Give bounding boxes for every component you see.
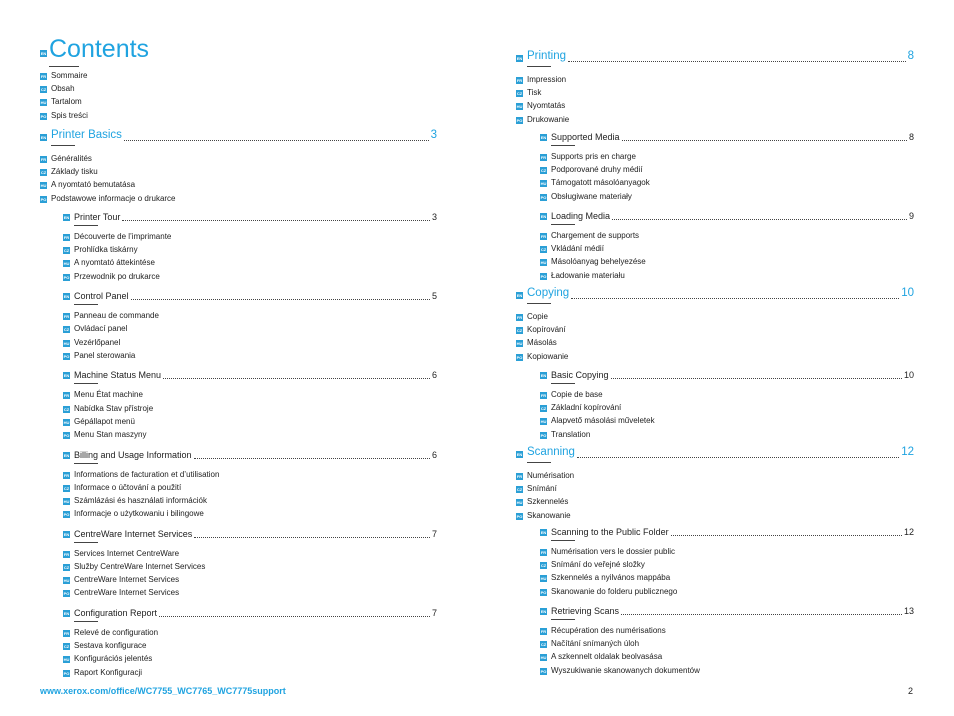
- section-underline: [527, 462, 551, 463]
- translation-line: Wyszukiwanie skanowanych dokumentów: [551, 665, 700, 675]
- translation-line: Vkládání médií: [551, 244, 604, 254]
- translation-line: Relevé de configuration: [74, 628, 159, 637]
- language-flag-icon: HU: [540, 181, 547, 187]
- language-flag-icon: HU: [40, 183, 47, 189]
- subsection-underline: [74, 304, 98, 305]
- translation-line: Základní kopírování: [551, 403, 622, 413]
- language-flag-icon: FR: [40, 157, 47, 162]
- translation-line: Alapvető másolási műveletek: [551, 416, 655, 426]
- subsection-heading-link[interactable]: Scanning to the Public Folder: [551, 527, 669, 537]
- section-heading-link[interactable]: Printer Basics: [51, 129, 122, 141]
- subsection-heading-link[interactable]: Retrieving Scans: [551, 606, 620, 616]
- language-flag-icon: EN: [40, 135, 47, 140]
- translation-line: Przewodnik po drukarce: [74, 271, 160, 281]
- language-flag-icon: FR: [540, 393, 547, 398]
- language-flag-icon: EN: [40, 51, 47, 56]
- section-page-number: 3: [430, 129, 437, 141]
- language-flag-icon: CZ: [516, 487, 523, 493]
- translation-line: Copie de base: [551, 390, 603, 399]
- translation-line: Chargement de supports: [551, 231, 640, 240]
- subsection-heading-link[interactable]: Loading Media: [551, 211, 611, 221]
- section-heading-link[interactable]: Copying: [527, 287, 570, 299]
- language-flag-icon: EN: [63, 452, 70, 458]
- translation-line: Szkennelés: [527, 497, 569, 507]
- language-flag-icon: EN: [540, 135, 547, 140]
- translation-line: Szkennelés a nyilvános mappába: [551, 573, 671, 583]
- subsection-page-number: 5: [431, 291, 437, 302]
- subsection-page-number: 6: [431, 449, 437, 460]
- subsection-underline: [551, 224, 575, 225]
- translation-line: Informations de facturation et d’utilisation: [74, 469, 220, 479]
- language-flag-icon: FR: [63, 393, 70, 399]
- language-flag-icon: CZ: [540, 406, 547, 412]
- translation-line: Découverte de l’imprimante: [74, 232, 172, 241]
- subsection-heading-link[interactable]: Supported Media: [551, 132, 620, 142]
- language-flag-icon: CZ: [40, 87, 47, 93]
- translation-line: Drukowanie: [527, 114, 570, 124]
- subsection-page-number: 7: [431, 528, 437, 539]
- translation-line: Načítání snímaných úloh: [551, 639, 640, 649]
- section-leader-dots: [124, 140, 429, 141]
- translation-line: Récupération des numérisations: [551, 626, 666, 635]
- translation-line: A nyomtató áttekintése: [74, 258, 155, 268]
- section-leader-dots: [577, 457, 899, 458]
- language-flag-icon: HU: [63, 578, 70, 584]
- translation-line: Tartalom: [51, 97, 82, 107]
- language-flag-icon: PO: [540, 432, 547, 438]
- language-flag-icon: FR: [63, 631, 70, 636]
- language-flag-icon: FR: [40, 74, 47, 79]
- language-flag-icon: PO: [63, 433, 70, 438]
- language-flag-icon: EN: [63, 215, 70, 220]
- language-flag-icon: HU: [516, 104, 523, 110]
- translation-line: Informacje o użytkowaniu i bilingowe: [74, 509, 204, 519]
- translation-line: Menu État machine: [74, 390, 143, 400]
- translation-line: Podstawowe informacje o drukarce: [51, 193, 176, 203]
- section-leader-dots: [568, 61, 906, 62]
- language-flag-icon: CZ: [63, 248, 70, 254]
- language-flag-icon: EN: [516, 56, 523, 61]
- language-flag-icon: PO: [63, 670, 70, 676]
- language-flag-icon: CZ: [63, 485, 70, 491]
- section-page-number: 12: [901, 446, 914, 458]
- subsection-heading-link[interactable]: Control Panel: [74, 291, 129, 302]
- subsection-leader-dots: [611, 378, 902, 379]
- translation-line: Panneau de commande: [74, 311, 159, 321]
- subsection-underline: [551, 383, 575, 384]
- translation-line: Numérisation: [527, 471, 575, 480]
- translation-line: CentreWare Internet Services: [74, 588, 180, 598]
- translation-line: Généralités: [51, 154, 92, 163]
- language-flag-icon: CZ: [63, 644, 70, 650]
- language-flag-icon: PO: [63, 274, 70, 280]
- language-flag-icon: HU: [63, 261, 70, 267]
- translation-line: Kopírování: [527, 325, 566, 335]
- subsection-page-number: 3: [431, 212, 437, 222]
- translation-line: Services Internet CentreWare: [74, 548, 180, 558]
- language-flag-icon: CZ: [516, 328, 523, 334]
- language-flag-icon: HU: [63, 657, 70, 663]
- language-flag-icon: HU: [516, 341, 523, 347]
- language-flag-icon: EN: [540, 373, 547, 378]
- subsection-leader-dots: [671, 535, 902, 536]
- translation-line: Kopiowanie: [527, 351, 569, 361]
- subsection-heading-link[interactable]: CentreWare Internet Services: [74, 528, 193, 539]
- language-flag-icon: FR: [63, 314, 70, 320]
- subsection-underline: [74, 225, 98, 226]
- translation-line: Obsługiwane materiały: [551, 191, 632, 201]
- subsection-underline: [74, 621, 98, 622]
- translation-line: Panel sterowania: [74, 350, 136, 360]
- language-flag-icon: FR: [540, 550, 547, 555]
- subsection-page-number: 6: [431, 370, 437, 381]
- subsection-leader-dots: [131, 299, 430, 300]
- language-flag-icon: PO: [540, 589, 547, 595]
- page-number: 2: [908, 686, 914, 696]
- translation-line: Služby CentreWare Internet Services: [74, 562, 206, 571]
- language-flag-icon: CZ: [540, 563, 547, 569]
- subsection-leader-dots: [159, 616, 430, 617]
- language-flag-icon: CZ: [516, 91, 523, 97]
- language-flag-icon: HU: [40, 100, 47, 106]
- language-flag-icon: PO: [516, 117, 523, 123]
- translation-line: Snímání: [527, 484, 557, 494]
- language-flag-icon: HU: [540, 260, 547, 266]
- language-flag-icon: HU: [63, 419, 70, 425]
- section-heading-link[interactable]: Scanning: [527, 446, 575, 458]
- translation-line: Prohlídka tiskárny: [74, 245, 138, 255]
- language-flag-icon: CZ: [40, 170, 47, 176]
- translation-line: Supports pris en charge: [551, 152, 636, 161]
- translation-line: Nabídka Stav přístroje: [74, 403, 154, 413]
- translation-line: Translation: [551, 429, 591, 439]
- language-flag-icon: CZ: [63, 327, 70, 333]
- language-flag-icon: PO: [516, 354, 523, 360]
- section-page-number: 8: [907, 50, 914, 62]
- page-title: Contents: [49, 35, 150, 63]
- translation-line: Sestava konfigurace: [74, 641, 147, 651]
- language-flag-icon: HU: [63, 340, 70, 346]
- translation-line: Informace o účtování a použití: [74, 482, 182, 492]
- language-flag-icon: PO: [63, 591, 70, 597]
- language-flag-icon: EN: [540, 214, 547, 219]
- translation-line: Obsah: [51, 84, 75, 94]
- translation-line: Támogatott másolóanyagok: [551, 178, 650, 188]
- subsection-leader-dots: [612, 219, 907, 220]
- language-flag-icon: FR: [63, 235, 70, 240]
- language-flag-icon: FR: [540, 234, 547, 239]
- language-flag-icon: PO: [540, 668, 547, 674]
- subsection-leader-dots: [621, 614, 902, 615]
- section-underline: [527, 303, 551, 304]
- language-flag-icon: FR: [540, 629, 547, 634]
- translation-line: Vezérlőpanel: [74, 337, 121, 347]
- language-flag-icon: PO: [63, 512, 70, 518]
- translation-line: Numérisation vers le dossier public: [551, 547, 676, 556]
- translation-line: Sommaire: [51, 71, 88, 80]
- subsection-underline: [551, 145, 575, 146]
- support-url-link[interactable]: www.xerox.com/office/WC7755_WC7765_WC7775support: [40, 686, 286, 696]
- language-flag-icon: PO: [540, 194, 547, 200]
- section-leader-dots: [571, 298, 899, 299]
- language-flag-icon: FR: [516, 78, 523, 83]
- translation-line: Copie: [527, 312, 548, 321]
- translation-line: Snímání do veřejné složky: [551, 560, 645, 570]
- translation-line: Tisk: [527, 88, 542, 98]
- language-flag-icon: EN: [540, 609, 547, 614]
- language-flag-icon: HU: [540, 655, 547, 661]
- language-flag-icon: HU: [516, 500, 523, 506]
- translation-line: Számlázási és használati információk: [74, 496, 207, 505]
- language-flag-icon: HU: [540, 419, 547, 425]
- translation-line: Menu Stan maszyny: [74, 430, 147, 439]
- language-flag-icon: EN: [540, 530, 547, 535]
- section-heading-link[interactable]: Printing: [527, 50, 566, 62]
- title-underline: [49, 66, 79, 67]
- language-flag-icon: CZ: [63, 565, 70, 570]
- translation-line: Raport Konfiguracji: [74, 667, 143, 677]
- translation-line: Másolóanyag behelyezése: [551, 257, 646, 267]
- language-flag-icon: EN: [63, 611, 70, 616]
- subsection-heading-link[interactable]: Printer Tour: [74, 212, 121, 222]
- section-page-number: 10: [901, 287, 914, 299]
- subsection-page-number: 8: [908, 132, 914, 142]
- language-flag-icon: EN: [516, 293, 523, 298]
- translation-line: Impression: [527, 75, 567, 84]
- language-flag-icon: CZ: [540, 247, 547, 253]
- language-flag-icon: EN: [516, 452, 523, 457]
- language-flag-icon: PO: [516, 513, 523, 519]
- subsection-page-number: 7: [431, 608, 437, 618]
- translation-line: Podporované druhy médií: [551, 165, 643, 175]
- subsection-underline: [74, 383, 98, 384]
- translation-line: A nyomtató bemutatása: [51, 180, 136, 190]
- language-flag-icon: FR: [63, 472, 70, 478]
- translation-line: Konfigurációs jelentés: [74, 654, 153, 664]
- translation-line: CentreWare Internet Services: [74, 575, 180, 585]
- language-flag-icon: CZ: [540, 642, 547, 648]
- subsection-underline: [551, 619, 575, 620]
- language-flag-icon: EN: [63, 373, 70, 379]
- language-flag-icon: HU: [540, 576, 547, 582]
- language-flag-icon: PO: [40, 196, 47, 202]
- subsection-heading-link[interactable]: Billing and Usage Information: [74, 449, 192, 460]
- subsection-leader-dots: [194, 458, 430, 459]
- translation-line: Spis treści: [51, 110, 88, 120]
- language-flag-icon: CZ: [540, 168, 547, 174]
- language-flag-icon: EN: [63, 531, 70, 537]
- subsection-heading-link[interactable]: Basic Copying: [551, 370, 609, 380]
- language-flag-icon: CZ: [63, 406, 70, 412]
- subsection-leader-dots: [622, 140, 907, 141]
- language-flag-icon: FR: [516, 315, 523, 320]
- language-flag-icon: HU: [63, 499, 70, 504]
- translation-line: Skanowanie: [527, 510, 571, 520]
- section-underline: [527, 66, 551, 67]
- language-flag-icon: PO: [540, 273, 547, 279]
- translation-line: A szkennelt oldalak beolvasása: [551, 652, 663, 662]
- subsection-leader-dots: [163, 378, 430, 379]
- language-flag-icon: PO: [63, 353, 70, 359]
- language-flag-icon: EN: [63, 294, 70, 300]
- language-flag-icon: PO: [40, 113, 47, 119]
- translation-line: Ładowanie materiału: [551, 270, 625, 280]
- translation-line: Základy tisku: [51, 167, 98, 177]
- subsection-leader-dots: [122, 220, 430, 221]
- subsection-heading-link[interactable]: Machine Status Menu: [74, 370, 162, 381]
- translation-line: Gépállapot menü: [74, 416, 135, 426]
- language-flag-icon: FR: [63, 551, 70, 557]
- language-flag-icon: FR: [516, 474, 523, 479]
- translation-line: Ovládací panel: [74, 324, 128, 334]
- subsection-page-number: 13: [903, 606, 914, 616]
- subsection-page-number: 12: [903, 527, 914, 537]
- subsection-underline: [551, 540, 575, 541]
- subsection-underline: [74, 542, 98, 543]
- subsection-leader-dots: [194, 537, 430, 538]
- subsection-underline: [74, 463, 98, 464]
- section-underline: [51, 145, 75, 146]
- subsection-page-number: 9: [908, 211, 914, 221]
- translation-line: Másolás: [527, 338, 557, 348]
- subsection-heading-link[interactable]: Configuration Report: [74, 608, 158, 618]
- subsection-page-number: 10: [903, 370, 914, 380]
- translation-line: Skanowanie do folderu publicznego: [551, 586, 678, 596]
- translation-line: Nyomtatás: [527, 101, 566, 111]
- language-flag-icon: FR: [540, 155, 547, 160]
